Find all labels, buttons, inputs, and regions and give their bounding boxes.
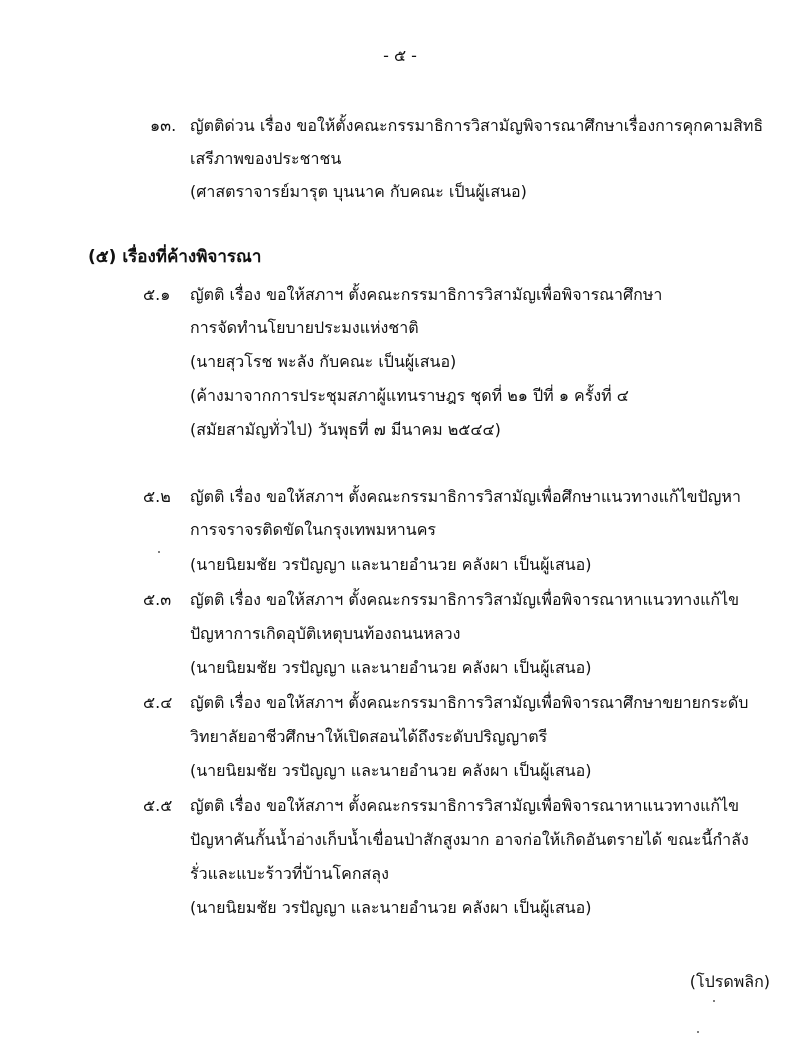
- page-footer-note: (โปรดพลิก): [689, 972, 770, 991]
- item-13-line2: เสรีภาพของประชาชน: [190, 149, 342, 168]
- item-5-5-line1: ญัตติ เรื่อง ขอให้สภาฯ ตั้งคณะกรรมาธิการวิสามัญเพื่อพิจารณาหาแนวทางแก้ไข: [190, 796, 740, 815]
- item-5-5-number: ๕.๕: [143, 796, 173, 815]
- item-5-3-number: ๕.๓: [143, 590, 172, 609]
- item-5-3-line1: ญัตติ เรื่อง ขอให้สภาฯ ตั้งคณะกรรมาธิการวิสามัญเพื่อพิจารณาหาแนวทางแก้ไข: [190, 590, 740, 609]
- item-5-1-note2: (สมัยสามัญทั่วไป) วันพุธที่ ๗ มีนาคม ๒๕๔๔): [190, 420, 501, 439]
- item-5-2-line1: ญัตติ เรื่อง ขอให้สภาฯ ตั้งคณะกรรมาธิการวิสามัญเพื่อศึกษาแนวทางแก้ไขปัญหา: [190, 487, 741, 506]
- item-5-4-number: ๕.๔: [143, 693, 173, 712]
- item-5-2-proposer: (นายนิยมชัย วรปัญญา และนายอำนวย คลังผา เป็นผู้เสนอ): [190, 555, 592, 574]
- item-5-2-number: ๕.๒: [143, 487, 171, 506]
- item-5-1-proposer: (นายสุวโรช พะลัง กับคณะ เป็นผู้เสนอ): [190, 352, 457, 371]
- item-5-1-line1: ญัตติ เรื่อง ขอให้สภาฯ ตั้งคณะกรรมาธิการวิสามัญเพื่อพิจารณาศึกษา: [190, 285, 663, 304]
- item-13-number: ๑๓.: [150, 116, 177, 135]
- item-5-3-line2: ปัญหาการเกิดอุบัติเหตุบนท้องถนนหลวง: [190, 624, 461, 643]
- item-5-1-number: ๕.๑: [143, 285, 171, 304]
- item-13-proposer: (ศาสตราจารย์มารุต บุนนาค กับคณะ เป็นผู้เสนอ): [190, 182, 527, 201]
- item-5-4-line2: วิทยาลัยอาชีวศึกษาให้เปิดสอนได้ถึงระดับปริญญาตรี: [190, 727, 548, 746]
- item-5-4-line1: ญัตติ เรื่อง ขอให้สภาฯ ตั้งคณะกรรมาธิการวิสามัญเพื่อพิจารณาศึกษาขยายกระดับ: [190, 693, 749, 712]
- item-13-line1: ญัตติด่วน เรื่อง ขอให้ตั้งคณะกรรมาธิการวิสามัญพิจารณาศึกษาเรื่องการคุกคามสิทธิ: [190, 116, 764, 135]
- item-5-1-line2: การจัดทำนโยบายประมงแห่งชาติ: [190, 318, 419, 337]
- item-5-5-line3: รั่วและแบะร้าวที่บ้านโคกสลุง: [190, 864, 389, 883]
- item-5-3-proposer: (นายนิยมชัย วรปัญญา และนายอำนวย คลังผา เป็นผู้เสนอ): [190, 658, 592, 677]
- item-5-4-proposer: (นายนิยมชัย วรปัญญา และนายอำนวย คลังผา เป็นผู้เสนอ): [190, 761, 592, 780]
- scan-speck: [713, 1000, 715, 1002]
- scan-speck: [158, 551, 160, 553]
- page-number: - ๕ -: [383, 46, 417, 65]
- item-5-2-line2: การจราจรติดขัดในกรุงเทพมหานคร: [190, 520, 437, 539]
- scan-speck: [697, 1031, 699, 1033]
- item-5-1-note1: (ค้างมาจากการประชุมสภาผู้แทนราษฎร ชุดที่ ๒๑ ปีที่ ๑ ครั้งที่ ๔: [190, 386, 629, 405]
- item-5-5-proposer: (นายนิยมชัย วรปัญญา และนายอำนวย คลังผา เป็นผู้เสนอ): [190, 898, 592, 917]
- section-5-heading: (๕) เรื่องที่ค้างพิจารณา: [88, 247, 262, 267]
- item-5-5-line2: ปัญหาคันกั้นน้ำอ่างเก็บน้ำเขื่อนป่าสักสูงมาก อาจก่อให้เกิดอันตรายได้ ขณะนี้กำลัง: [190, 830, 749, 849]
